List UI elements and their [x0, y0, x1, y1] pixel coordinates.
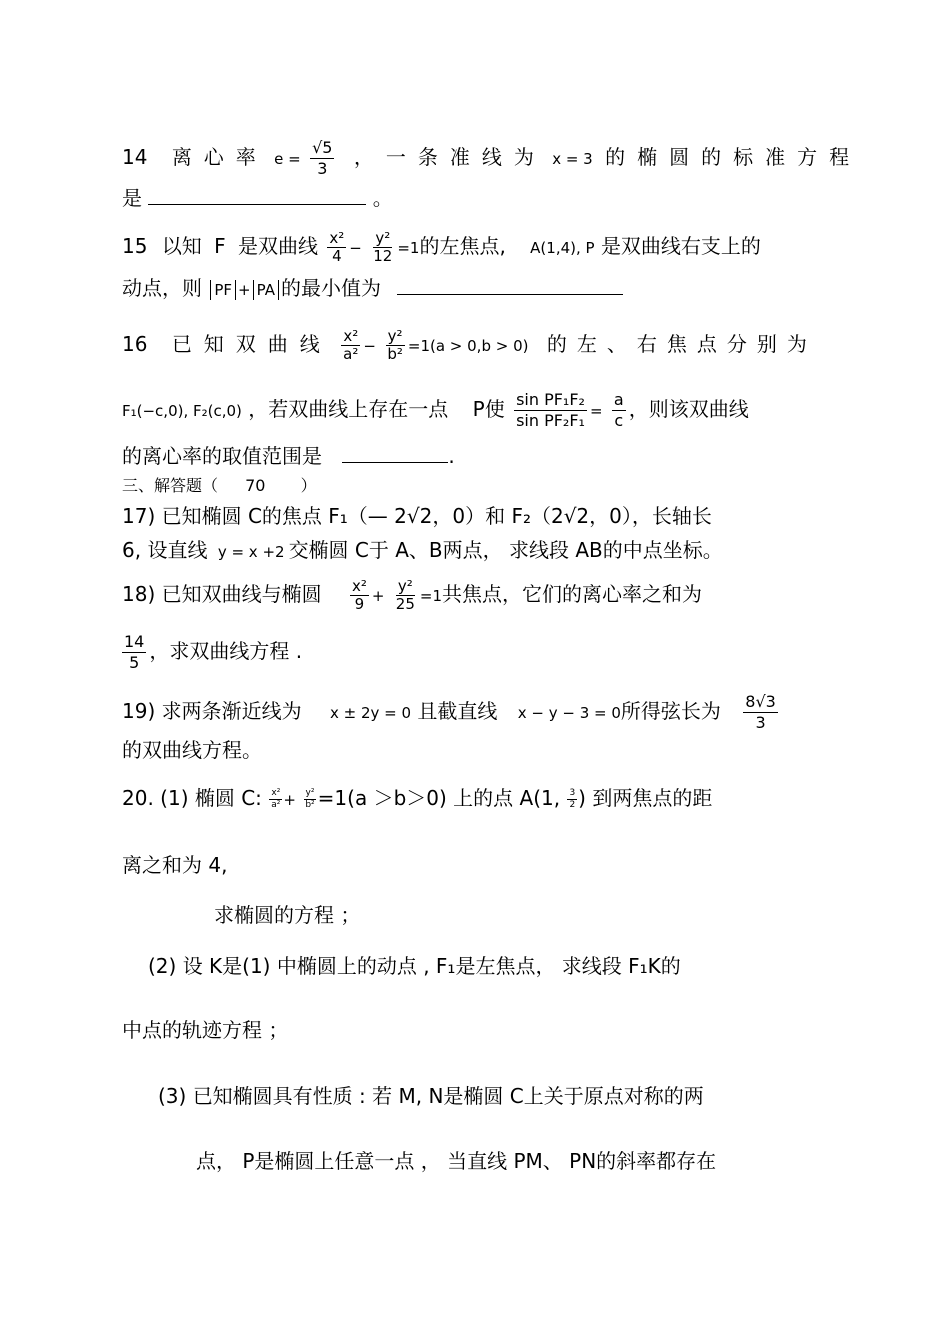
q20-p-num: 3 [569, 788, 576, 798]
q20-part3-a: (3) 已知椭圆具有性质 : 若 M, N是椭圆 C上关于原点对称的两 [158, 1084, 704, 1108]
q16-var-P: P [472, 397, 485, 421]
q15-x-den: 4 [332, 247, 342, 265]
q16-text-c: ，若双曲线上存在一点 [248, 397, 449, 421]
q18-text-b: 共焦点，它们的离心率之和为 [442, 582, 703, 606]
q16-ac-den: c [614, 411, 624, 430]
q19-text-a: 19) 求两条渐近线为 [122, 699, 302, 723]
q19-len-den: 3 [755, 713, 766, 732]
q17-line-eq: y = x +2 [217, 543, 285, 561]
q14-directrix: x = 3 [552, 150, 593, 168]
q18-text-a: 18) 已知双曲线与椭圆 [122, 582, 322, 606]
q18-eq: =1 [419, 587, 443, 605]
q20-line2 [122, 853, 227, 877]
q19-asymptotes: x ± 2y = 0 [329, 704, 412, 722]
q16-foci: F₁(−c,0), F₂(c,0) [122, 402, 242, 420]
q14-text-b: ，一条准线为 [353, 145, 546, 169]
q14-text-c: 的椭圆的标准方程 [605, 145, 862, 169]
q14-text-d: 是 [122, 186, 142, 210]
q16-answer-blank[interactable] [342, 444, 448, 463]
q16-number: 16 [122, 332, 148, 356]
q19-len-num: 8√3 [745, 692, 776, 711]
q15-line1 [122, 230, 761, 265]
q15-number: 15 [122, 234, 148, 258]
q14-line1 [122, 138, 861, 179]
q20-y-fraction [303, 788, 316, 811]
q16-ratio-num: sin PF₁F₂ [516, 390, 585, 409]
q16-line1 [122, 328, 817, 363]
q15-point-A: A(1,4), P [530, 239, 595, 257]
q15-answer-blank[interactable] [397, 276, 623, 295]
q15-text-f: 的最小值为 [280, 276, 381, 300]
q17-text-1: 17) 已知椭圆 C的焦点 F₁（— 2√2，0）和 F₂（2√2，0），长轴长 [122, 504, 712, 528]
q16-line2 [122, 390, 749, 431]
q20-part3-b: 点， P是椭圆上任意一点 ， 当直线 PM、 PN的斜率都存在 [196, 1149, 717, 1173]
q14-e-label: e = [274, 150, 301, 168]
q20-text-a: ) 到两焦点的距 [578, 786, 713, 810]
q16-sin-ratio [514, 390, 587, 431]
q16-eq: =1(a > 0,b > 0) [407, 337, 529, 355]
q20-part2-a: (2) 设 K是(1) 中椭圆上的动点 , F₁是左焦点， 求线段 F₁K的 [148, 954, 681, 978]
q20-line1 [122, 786, 712, 812]
q20-part3-line2 [196, 1149, 716, 1173]
q20-line3 [214, 903, 360, 927]
q16-ratio-den: sin PF₂F₁ [516, 411, 585, 430]
q20-text-b: 离之和为 4, [122, 853, 228, 877]
q15-text-a: 以知 [161, 234, 202, 258]
q17-text-2a: 6, 设直线 [122, 538, 208, 562]
q15-text-c: 的左焦点, [419, 234, 506, 258]
q19-text-b: 且截直线 [417, 699, 498, 723]
q16-eq2: = [589, 402, 603, 420]
q20-y-num: y² [305, 788, 315, 798]
q18-x-num: x² [351, 577, 367, 595]
q20-part2-b: 中点的轨迹方程 ； [122, 1018, 289, 1042]
q18-sum-fraction [122, 632, 146, 673]
q16-x-den: a² [343, 345, 359, 363]
q16-text-a: 已知双曲线 [171, 332, 332, 356]
q17-line2 [122, 538, 723, 564]
q20-x-fraction [269, 788, 282, 811]
q14-e-den: 3 [317, 159, 328, 178]
q18-x-den: 9 [354, 595, 365, 613]
q16-text-f: 的离心率的取值范围是 [122, 444, 322, 468]
q14-end: 。 [372, 186, 393, 210]
q18-plus: + [371, 587, 385, 605]
q18-sum-num: 14 [124, 632, 145, 651]
q16-line3 [122, 444, 455, 468]
q16-ac-num: a [613, 390, 624, 409]
q20-text-c: 求椭圆的方程 ； [214, 903, 361, 927]
q18-sum-den: 5 [129, 653, 140, 672]
q18-y-fraction [394, 578, 417, 613]
q15-abs-PF: PF [210, 280, 236, 300]
q14-e-fraction [310, 138, 334, 179]
q15-var-F: F [214, 234, 226, 258]
q19-length-fraction [743, 692, 778, 733]
q19-line1 [122, 692, 781, 733]
q19-line2 [122, 738, 262, 762]
q14-line2 [122, 186, 393, 210]
q20-part2-line2 [122, 1018, 288, 1042]
q15-y-num: y² [375, 229, 391, 247]
q20-plus: + [283, 791, 296, 809]
q15-x-num: x² [329, 229, 345, 247]
q15-plus: + [238, 281, 251, 299]
q14-text: 离心率 [171, 145, 268, 169]
q20-label: 20. (1) 椭圆 C: [122, 786, 262, 810]
q18-line2 [122, 632, 302, 673]
q17-line1 [122, 504, 712, 528]
q15-abs-PA: PA [253, 280, 279, 300]
q18-y-num: y² [397, 577, 413, 595]
q20-x-num: x² [271, 788, 281, 798]
q18-x-fraction [350, 578, 369, 613]
q14-number: 14 [122, 145, 148, 169]
q16-ac-fraction [612, 390, 626, 431]
q15-text-b: 是双曲线 [238, 234, 319, 258]
q15-y-fraction [371, 230, 394, 265]
q20-p-den: 2 [569, 800, 576, 810]
q19-line: x − y − 3 = 0 [517, 704, 621, 722]
q15-minus: − [349, 239, 362, 257]
section3-heading [122, 474, 317, 498]
q16-text-e: ，则该双曲线 [628, 397, 749, 421]
q20-part3-line1 [158, 1084, 704, 1108]
q16-x-num: x² [343, 327, 359, 345]
q20-y-den: b² [305, 800, 315, 810]
q20-point-fraction [567, 788, 577, 811]
section3-close: ） [300, 476, 317, 495]
q16-text-d: 使 [484, 397, 505, 421]
q16-x-fraction [341, 328, 360, 363]
q15-y-den: 12 [373, 247, 393, 265]
q20-part2-line1 [148, 954, 681, 978]
q17-text-2b: 交椭圆 C于 A、B两点， 求线段 AB的中点坐标。 [288, 538, 723, 562]
q15-text-d: 是双曲线右支上的 [600, 234, 761, 258]
q20-cond: =1(a ＞b＞0) 上的点 A(1, [317, 786, 561, 810]
q19-text-d: 的双曲线方程。 [122, 738, 262, 762]
q16-end: . [448, 444, 455, 468]
q14-answer-blank[interactable] [148, 186, 366, 205]
q16-y-den: b² [387, 345, 403, 363]
q15-text-e: 动点，则 [122, 276, 202, 300]
q18-text-c: ，求双曲线方程 . [149, 639, 303, 663]
q15-line2 [122, 276, 623, 302]
q16-minus: − [363, 337, 376, 355]
q20-x-den: a² [271, 800, 281, 810]
q16-y-num: y² [387, 327, 403, 345]
section3-title: 三、解答题（ [122, 476, 219, 495]
q16-text-b: 的左、右焦点分别为 [546, 332, 817, 356]
q18-y-den: 25 [395, 595, 415, 613]
q15-eq: =1 [397, 239, 420, 257]
q19-text-c: 所得弦长为 [620, 699, 721, 723]
q15-x-fraction [327, 230, 346, 265]
q14-e-num: √5 [312, 138, 333, 157]
q16-y-fraction [385, 328, 405, 363]
q18-line1 [122, 578, 702, 613]
section3-points: 70 [245, 476, 266, 495]
